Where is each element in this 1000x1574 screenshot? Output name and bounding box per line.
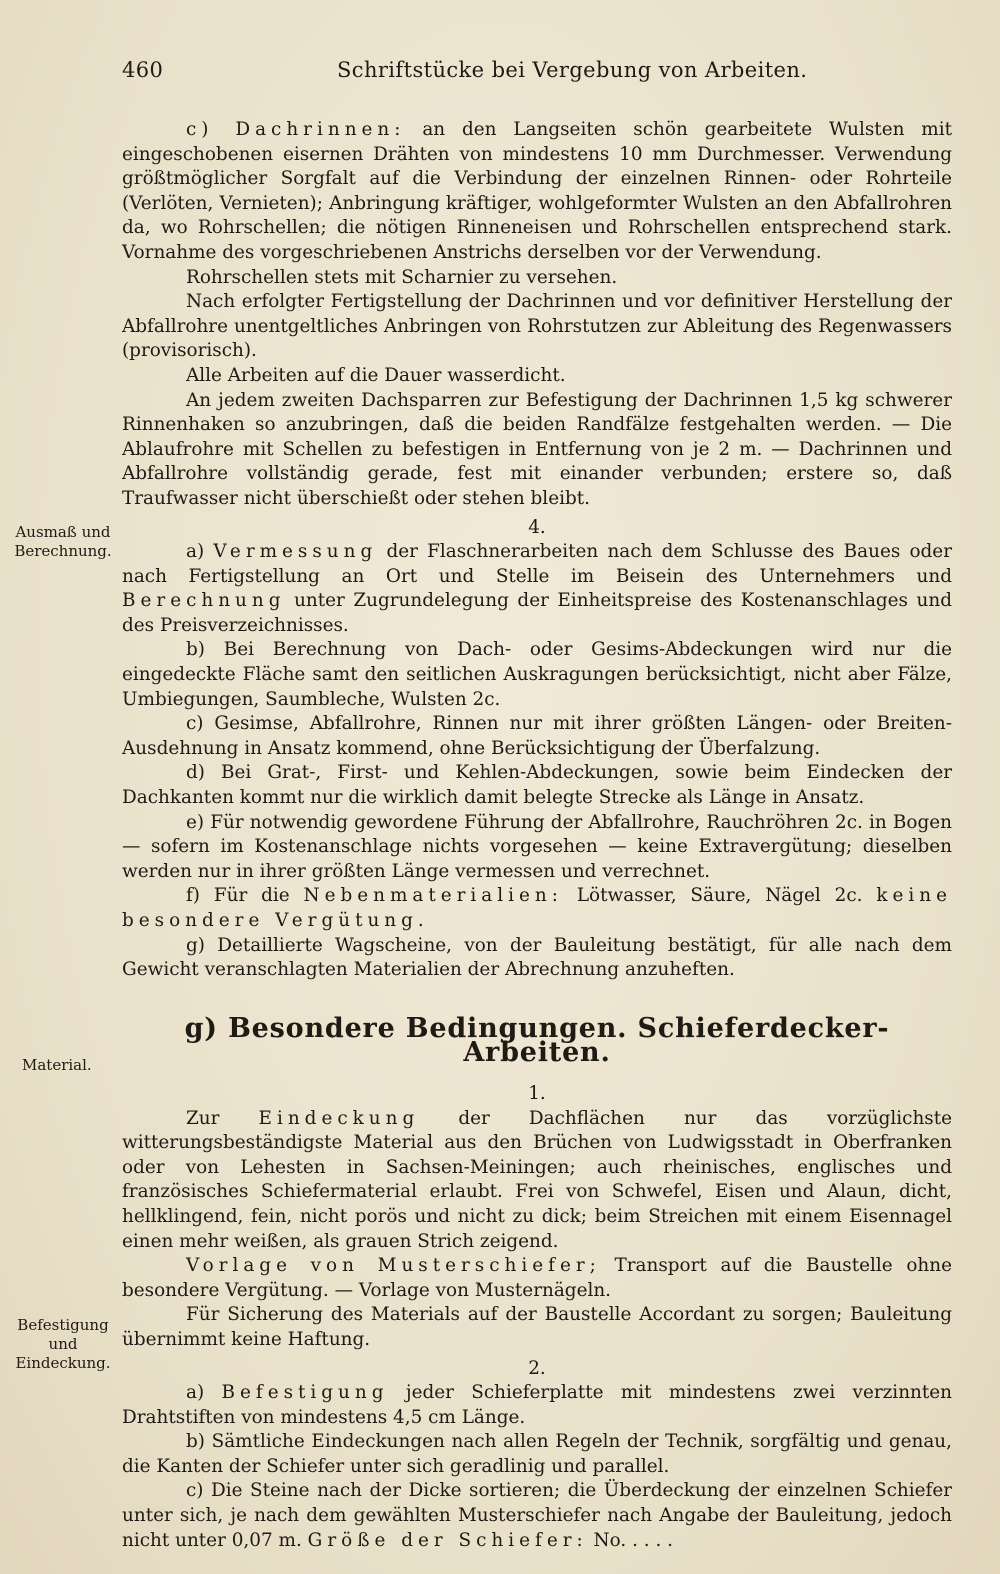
- paragraph-2b: b) Sämtliche Eindeckungen nach allen Regeln der Technik, sorgfältig und genau, die Kanten der Schiefer unter sich geradlinig und parallel.: [122, 1431, 952, 1477]
- paragraph-4e: e) Für notwendig gewordene Führung der Abfallrohre, Rauchröhren 2c. in Bogen — sofern im Kostenanschlage nichts vorgesehen — keine Extravergütung; dieselben werden nur in ihrer größten Länge vermessen und verrechnet.: [122, 811, 952, 882]
- paragraph-text: Zur: [186, 1107, 259, 1129]
- running-title: Schriftstücke bei Vergebung von Arbeiten.: [337, 58, 808, 82]
- paragraph: Alle Arbeiten auf die Dauer wasserdicht.: [186, 364, 566, 386]
- body-text: [122, 118, 952, 1553]
- paragraph-text: der Dachflächen nur das vorzüglichste witterungsbeständigste Material aus den Brüchen von Ludwigsstadt in Oberfranken oder von Lehesten in Sachsen-Meiningen; auch rheinisches, englisches und französisches Schiefermaterial erlaubt. Frei von Schwefel, Eisen und Alaun, dicht, hellklingend, fein, nicht porös und nicht zu dick; beim Streichen mit einem Eisennagel einen mehr weißen, als grauen Strich zeigend.: [122, 1107, 953, 1252]
- paragraph-sicherung: Für Sicherung des Materials auf der Baustelle Accordant zu sorgen; Bauleitung übernimmt keine Haftung.: [122, 1304, 952, 1350]
- paragraph-vorlage: [122, 1254, 952, 1303]
- paragraph-text: f) Für die: [186, 885, 304, 907]
- paragraph-4a: [122, 540, 952, 638]
- paragraph-2a: [122, 1381, 952, 1430]
- paragraph: Rohrschellen stets mit Scharnier zu versehen.: [186, 266, 618, 288]
- spaced-term: Befestigung: [221, 1382, 389, 1404]
- spaced-term: Größe der Schiefer:: [307, 1529, 588, 1551]
- spaced-term: keine besondere Vergütung.: [122, 885, 953, 931]
- paragraph-text: unter Zugrundelegung der Einheitspreise des Kostenanschlages und des Preisverzeichnisses.: [122, 590, 952, 636]
- spaced-term: Berechnung: [122, 590, 286, 612]
- paragraph-text: jeder Schieferplatte mit mindestens zwei verzinnten Drahtstiften von mindestens 4,5 cm Länge.: [122, 1382, 952, 1428]
- paragraph-4c: c) Gesimse, Abfallrohre, Rinnen nur mit ihrer größten Längen- oder Breiten-Ausdehnung in Ansatz kommend, ohne Berücksichtigung der Überfalzung.: [122, 713, 952, 759]
- paragraph-text: Transport auf die Baustelle ohne besondere Vergütung. — Vorlage von Musternägeln.: [122, 1255, 952, 1301]
- section-number: 1.: [528, 1082, 546, 1104]
- paragraph: An jedem zweiten Dachsparren zur Befestigung der Dachrinnen 1,5 kg schwerer Rinnenhaken so anzubringen, daß die beiden Randfälze festgehalten werden. — Die Ablaufrohre mit Schellen zu befestigen in Entfernung von je 2 m. — Dachrinnen und Abfallrohre vollständig gerade, fest mit einander verbunden; erstere so, daß Traufwasser nicht überschießt oder stehen bleibt.: [122, 389, 952, 509]
- margin-note-ausmass: Ausmaß und Berechnung.: [14, 523, 112, 560]
- spaced-term: Eindeckung: [258, 1107, 420, 1129]
- paragraph-4d: d) Bei Grat-, First- und Kehlen-Abdeckungen, sowie beim Eindecken der Dachkanten kommt nur die wirklich damit belegte Strecke als Länge in Ansatz.: [122, 762, 952, 809]
- paragraph-material: [122, 1107, 952, 1255]
- paragraph-text: c) Die Steine nach der Dicke sortieren; die Überdeckung der einzelnen Schiefer unter sich, je nach dem gewählten Musterschiefer nach Angabe der Bauleitung, jedoch nicht unter 0,07 m.: [122, 1480, 952, 1551]
- paragraph-text: der Flaschnerarbeiten nach dem Schlusse des Baues oder nach Fertigstellung an Ort und Stelle im Beisein des Unternehmers und: [122, 541, 952, 587]
- paragraph-4f: [122, 884, 952, 933]
- spaced-term: Vermessung: [213, 541, 378, 563]
- margin-note-befestigung: Befestigung und Eindeckung.: [15, 1316, 111, 1372]
- item-marker: a): [186, 541, 214, 563]
- section-heading: g) Besondere Bedingungen. Schieferdecker-Arbeiten.: [184, 1012, 890, 1069]
- paragraph-4b: b) Bei Berechnung von Dach- oder Gesims-Abdeckungen wird nur die eingedeckte Fläche samt den seitlichen Auskragungen berücksichtigt, nicht aber Fälze, Umbiegungen, Saumbleche, Wulsten 2c.: [122, 639, 952, 710]
- paragraph-4g: g) Detaillierte Wagscheine, von der Bauleitung bestätigt, für alle nach dem Gewicht veranschlagten Materialien der Abrechnung anzuheften.: [122, 934, 952, 981]
- spaced-term: Vorlage von Musterschiefer;: [186, 1255, 601, 1277]
- spaced-term: Nebenmaterialien:: [303, 885, 563, 907]
- paragraph: Nach erfolgter Fertigstellung der Dachrinnen und vor definitiver Herstellung der Abfallrohre unentgeltliches Anbringen von Rohrstutzen zur Ableitung des Regenwassers (provisorisch).: [122, 291, 952, 362]
- page-number: 460: [122, 58, 164, 82]
- section-number: 2.: [528, 1357, 546, 1379]
- paragraph-2c: [122, 1479, 952, 1553]
- paragraph-text: an den Langseiten schön gearbeitete Wulsten mit eingeschobenen eisernen Drähten von mindestens 10 mm Durchmesser. Verwendung größtmöglicher Sorgfalt auf die Verbindung der einzelnen Rinnen- oder Rohrteile (Verlöten, Vernieten); Anbringung kräftiger, wohlgeformter Wulsten an den Abfallrohren da, wo Rohrschellen; die nötigen Rinneneisen und Rohrschellen entsprechend stark. Vornahme des vorgeschriebenen Anstrichs derselben vor der Verwendung.: [122, 119, 952, 263]
- margin-note-material: Material.: [22, 1056, 92, 1074]
- page-header: [122, 58, 952, 92]
- paragraph-dachrinnen: [122, 118, 952, 266]
- item-marker: a): [186, 1382, 222, 1404]
- paragraph-text: Lötwasser, Säure, Nägel 2c.: [562, 885, 877, 907]
- section-number: 4.: [528, 516, 546, 538]
- paragraph-text: No. . . . .: [587, 1529, 673, 1551]
- spaced-term: c) Dachrinnen:: [186, 119, 406, 140]
